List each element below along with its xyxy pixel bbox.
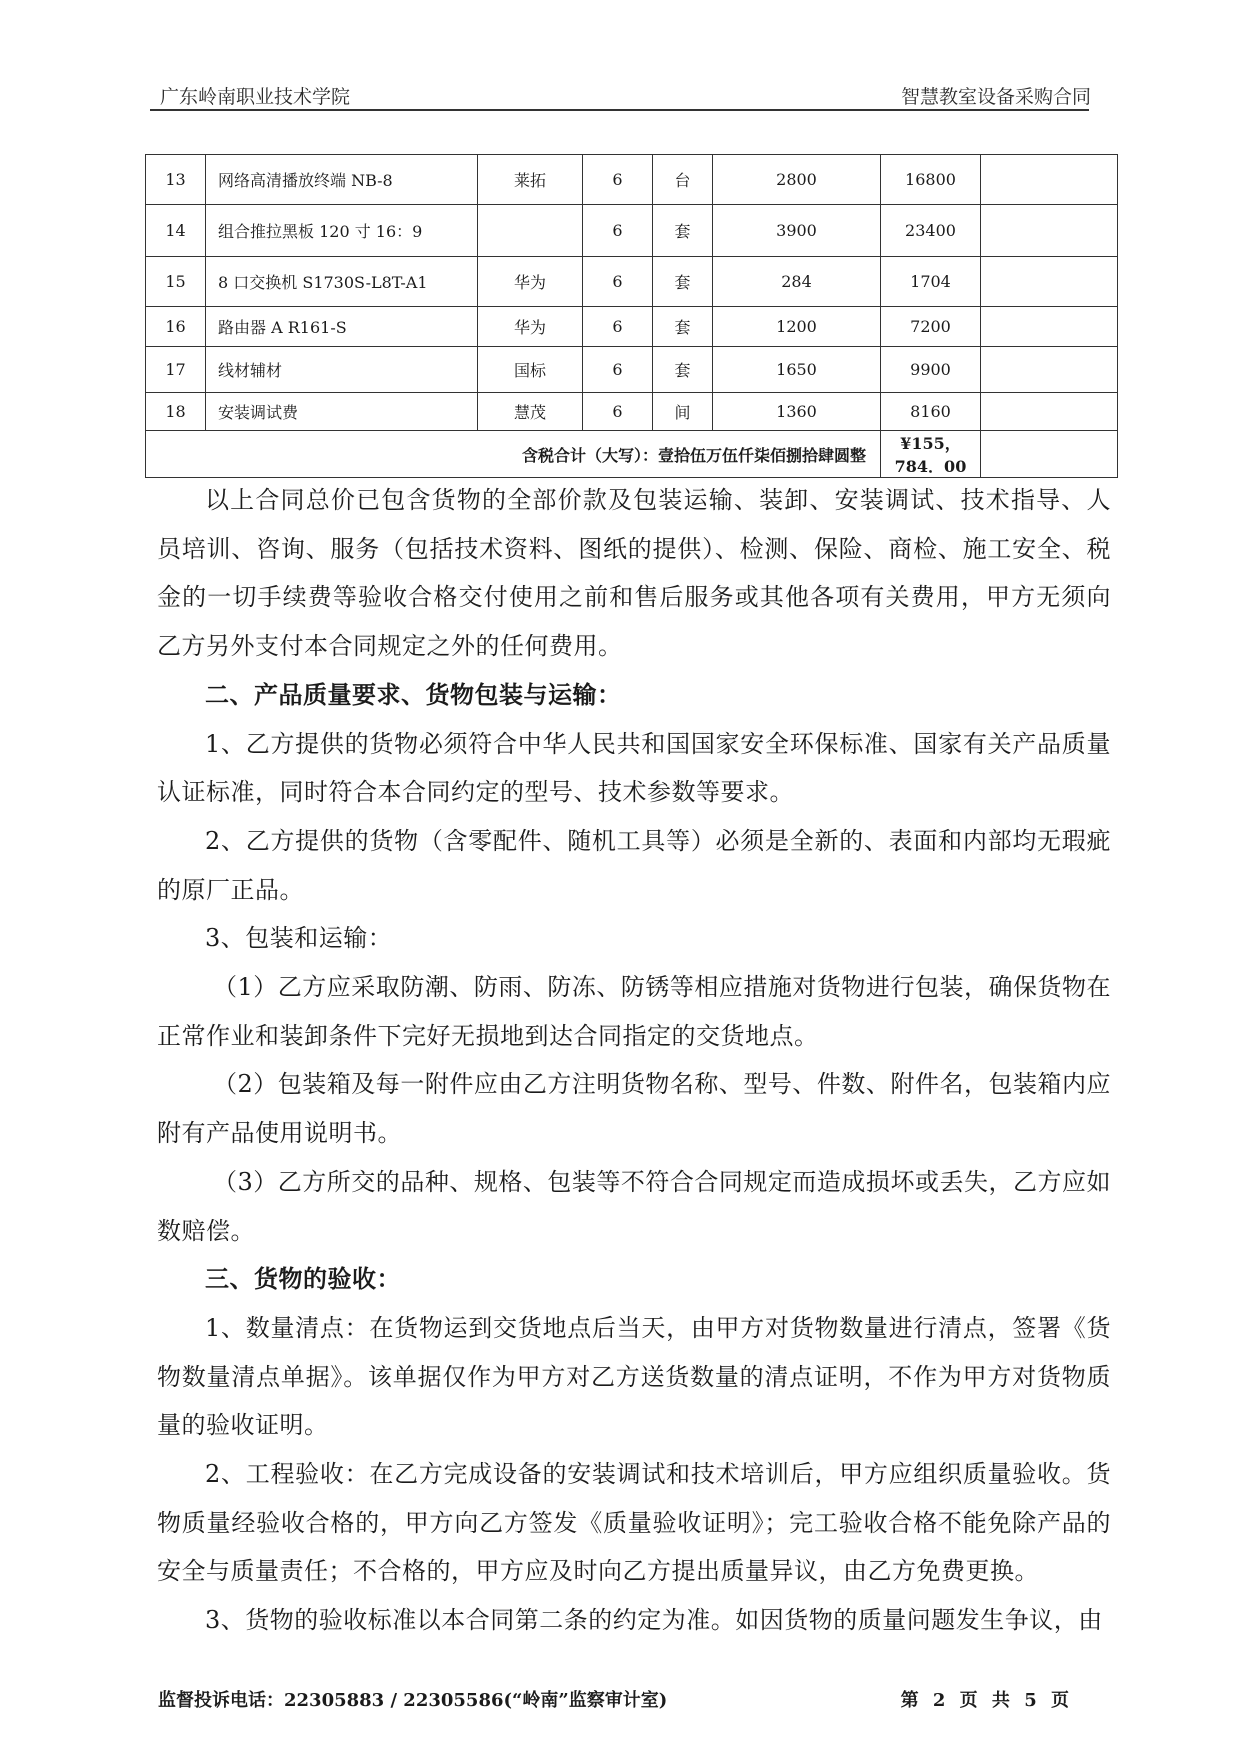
- cell-price: 3900: [713, 205, 881, 257]
- paragraph-packaging-2: （2）包装箱及每一附件应由乙方注明货物名称、型号、件数、附件名，包装箱内应附有产品使用说明书。: [157, 1070, 1111, 1148]
- cell-unit: 套: [653, 205, 713, 257]
- cell-note: [981, 155, 1118, 205]
- cell-brand: 慧茂: [478, 393, 583, 431]
- footer-complaint-phone: 监督投诉电话：22305883 / 22305586(“岭南”监察审计室): [158, 1690, 668, 1711]
- cell-qty: 6: [583, 393, 653, 431]
- table-row: [146, 257, 1118, 307]
- cell-name: 安装调试费: [206, 393, 478, 431]
- cell-qty: 6: [583, 307, 653, 347]
- cell-price: 284: [713, 257, 881, 307]
- cell-unit: 套: [653, 257, 713, 307]
- cell-no: 14: [146, 205, 206, 257]
- cell-brand: 国标: [478, 347, 583, 393]
- cell-name: 路由器 A R161-S: [206, 307, 478, 347]
- cell-note: [981, 257, 1118, 307]
- total-row: [146, 431, 1118, 478]
- paragraph-quality-1: 1、乙方提供的货物必须符合中华人民共和国国家安全环保标准、国家有关产品质量认证标准，同时符合本合同约定的型号、技术参数等要求。: [157, 729, 1111, 807]
- header-divider: [150, 109, 1089, 111]
- equipment-table: [145, 154, 1118, 478]
- cell-amount: 16800: [881, 155, 981, 205]
- cell-no: 15: [146, 257, 206, 307]
- table-row: [146, 205, 1118, 257]
- cell-no: 17: [146, 347, 206, 393]
- cell-brand: [478, 205, 583, 257]
- cell-no: 16: [146, 307, 206, 347]
- cell-unit: 台: [653, 155, 713, 205]
- cell-no: 18: [146, 393, 206, 431]
- cell-qty: 6: [583, 155, 653, 205]
- cell-price: 2800: [713, 155, 881, 205]
- cell-note: [981, 205, 1118, 257]
- cell-qty: 6: [583, 347, 653, 393]
- paragraph-quality-2: 2、乙方提供的货物（含零配件、随机工具等）必须是全新的、表面和内部均无瑕疵的原厂正品。: [157, 826, 1111, 904]
- cell-name: 组合推拉黑板 120 寸 16：9: [206, 205, 478, 257]
- cell-name: 8 口交换机 S1730S-L8T-A1: [206, 257, 478, 307]
- section-heading-quality: 二、产品质量要求、货物包装与运输：: [205, 679, 622, 709]
- cell-qty: 6: [583, 257, 653, 307]
- cell-unit: 间: [653, 393, 713, 431]
- cell-note: [981, 347, 1118, 393]
- cell-no: 13: [146, 155, 206, 205]
- header-contract-title: 智慧教室设备采购合同: [900, 86, 1091, 108]
- cell-brand: 莱拓: [478, 155, 583, 205]
- footer-page-number: 第 2 页 共 5 页: [900, 1690, 1073, 1711]
- cell-unit: 套: [653, 347, 713, 393]
- cell-note: [981, 307, 1118, 347]
- section-heading-acceptance: 三、货物的验收：: [205, 1264, 401, 1294]
- paragraph-acceptance-1: 1、数量清点：在货物运到交货地点后当天，由甲方对货物数量进行清点，签署《货物数量清点单据》。该单据仅作为甲方对乙方送货数量的清点证明，不作为甲方对货物质量的验收证明。: [157, 1313, 1111, 1440]
- cell-brand: 华为: [478, 307, 583, 347]
- cell-amount: 9900: [881, 347, 981, 393]
- cell-brand: 华为: [478, 257, 583, 307]
- table-row: [146, 155, 1118, 205]
- contract-body: [157, 476, 1111, 1645]
- paragraph-total-price: 以上合同总价已包含货物的全部价款及包装运输、装卸、安装调试、技术指导、人员培训、咨询、服务（包括技术资料、图纸的提供）、检测、保险、商检、施工安全、税金的一切手续费等验收合格交付使用之前和售后服务或其他各项有关费用，甲方无须向乙方另外支付本合同规定之外的任何费用。: [157, 486, 1111, 661]
- table-row: [146, 393, 1118, 431]
- cell-name: 网络高清播放终端 NB-8: [206, 155, 478, 205]
- paragraph-packaging-heading: 3、包装和运输：: [205, 924, 393, 953]
- table-row: [146, 347, 1118, 393]
- cell-price: 1360: [713, 393, 881, 431]
- paragraph-packaging-3: （3）乙方所交的品种、规格、包装等不符合合同规定而造成损坏或丢失，乙方应如数赔偿。: [157, 1167, 1111, 1245]
- cell-name: 线材辅材: [206, 347, 478, 393]
- paragraph-packaging-1: （1）乙方应采取防潮、防雨、防冻、防锈等相应措施对货物进行包装，确保货物在正常作业和装卸条件下完好无损地到达合同指定的交货地点。: [157, 973, 1111, 1050]
- cell-amount: 8160: [881, 393, 981, 431]
- cell-qty: 6: [583, 205, 653, 257]
- cell-amount: 1704: [881, 257, 981, 307]
- paragraph-acceptance-3: 3、货物的验收标准以本合同第二条的约定为准。如因货物的质量问题发生争议，由: [205, 1606, 1103, 1635]
- total-label: 含税合计（大写）：壹拾伍万伍仟柒佰捌拾肆圆整: [146, 431, 881, 478]
- header-school-name: 广东岭南职业技术学院: [160, 86, 351, 108]
- cell-note: [981, 393, 1118, 431]
- cell-price: 1650: [713, 347, 881, 393]
- total-note: [981, 431, 1118, 478]
- total-value: ¥155，784．00: [881, 431, 981, 478]
- cell-unit: 套: [653, 307, 713, 347]
- cell-amount: 23400: [881, 205, 981, 257]
- cell-price: 1200: [713, 307, 881, 347]
- table-row: [146, 307, 1118, 347]
- paragraph-acceptance-2: 2、工程验收：在乙方完成设备的安装调试和技术培训后，甲方应组织质量验收。货物质量经验收合格的，甲方向乙方签发《质量验收证明》；完工验收合格不能免除产品的安全与质量责任；不合格的，甲方应及时向乙方提出质量异议，由乙方免费更换。: [157, 1460, 1111, 1586]
- cell-amount: 7200: [881, 307, 981, 347]
